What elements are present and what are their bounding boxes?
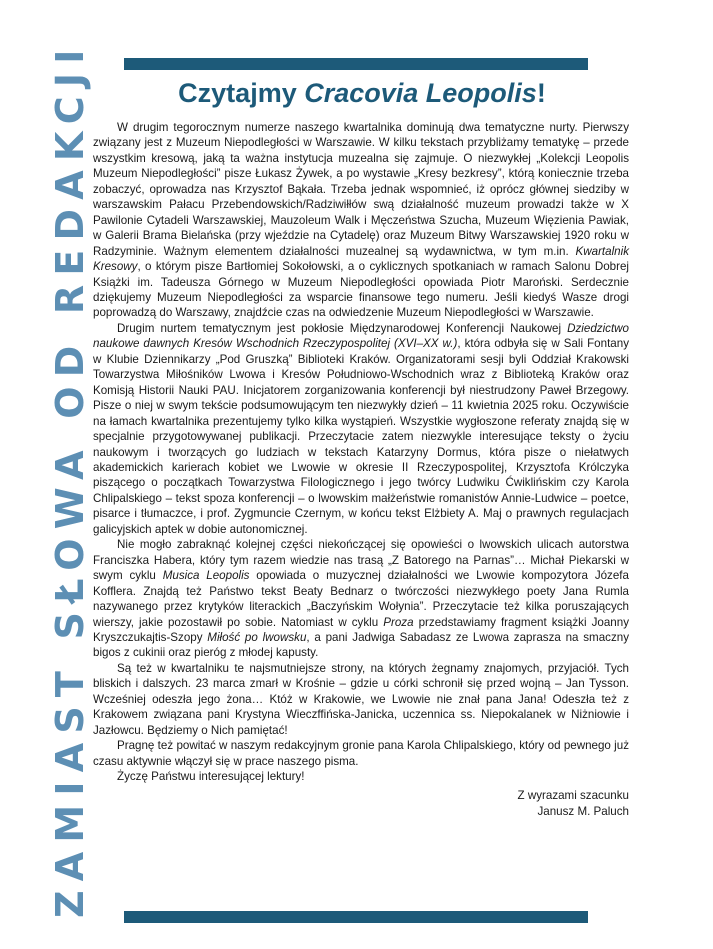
side-heading [0,0,92,949]
text-segment: przedstawiamy fragment książki Joanny Kryszczukajtis-Szopy [93,615,629,644]
paragraphs [93,120,629,784]
italic-text: Miłość po lwowsku [207,630,307,644]
paragraph [93,120,629,321]
text-segment: , o którym pisze Bartłomiej Sokołowski, a o cyklicznych spotkaniach w ramach Salonu Dobrej Książki im. Tadeusza Górnego w Muzeum Niepodległości opowiada Piotr Maroński. Serdecznie dziękujemy Muzeum Niepodległości za wsparcie finansowe tego numeru. Jeśli kiedyś Wasze drogi poprowadzą do Warszawy, znajdźcie czas na odwiedzenie Muzeum Niepodległości w Warszawie. [93,260,629,320]
top-bar [124,58,588,70]
paragraph [93,738,629,769]
italic-text: Dziedzictwo naukowe dawnych Kresów Wschodnich Rzeczypospolitej (XVI–XX w.) [93,321,629,351]
paragraph [93,321,629,537]
signature-author: Janusz M. Paluch [537,804,629,818]
paragraph [93,661,629,738]
text-segment: Są też w kwartalniku te najsmutniejsze strony, na których żegnamy znajomych, przyjaciół. Tych bliskich i dalszych. 23 marca zmarł w Krośnie – gdzie u córki schronił się przed wojną – Jan Tysson. Wcześniej odeszła jego żona… Któż w Krakowie, we Lwowie nie znał pana Jana! Odeszła też z Krakowem związana pani Krystyna Wieczffińska-Janicka, uczennica ss. Niepokalanek w Niżniowie i Jazłowcu. Będziemy o Nich pamiętać! [93,661,629,737]
signature-closing: Z wyrazami szacunku [517,789,629,803]
paragraph [93,769,629,784]
text-segment: Pragnę też powitać w naszym redakcyjnym gronie pana Karola Chlipalskiego, który od pewnego już czasu aktywnie włączył się w prace naszego pisma. [93,739,629,768]
text-segment: Drugim nurtem tematycznym jest pokłosie Międzynarodowej Konferencji Naukowej [117,321,568,335]
italic-text: Proza [383,615,414,629]
text-segment: , która odbyła się w Sali Fontany w Klubie Dziennikarzy „Pod Gruszką” Biblioteki Kraków. Organizatorami sesji byli Oddział Krakowski Towarzystwa Miłośników Lwowa i Kresów Południowo-Wschodnich wraz z Biblioteką Kraków oraz Komisją Historii Nauki PAU. Inicjatorem zorganizowania konferencji był niestrudzony Paweł Brzegowy. Pisze o niej w swym tekście podsumowującym ten niezwykły dzień – 11 kwietnia 2025 roku. Oczywiście na łamach kwartalnika prezentujemy tylko kilka wystąpień. Wszystkie wygłoszone referaty znajdą się w specjalnie przygotowywanej publikacji. Przeczytacie zatem niezwykle interesujące teksty o życiu naukowym i tworzących go ludziach w tekstach Katarzyny Dormus, która pisze o niełatwych akademickich karierach kobiet we Lwowie w okresie II Rzeczypospolitej, Krzysztofa Królczyka piszącego o początkach Towarzystwa Filologicznego i jego twórcy Ludwiku Ćwiklińskim czy Karola Chlipalskiego – tekst spoza konferencji – o lwowskim małżeństwie romanistów Annie-Ludwice – poetce, pisarce i tłumaczce, i prof. Zygmuncie Czernym, w końcu tekst Elżbiety A. Maj o prawnych regulacjach galicyjskich aptek w dobie autonomicznej. [93,337,629,536]
paragraph [93,537,629,661]
title-prefix: Czytajmy [178,78,305,108]
bottom-bar [124,911,588,923]
italic-text: Musica Leopolis [162,569,250,583]
side-heading-text: ZAMIAST SŁOWA OD REDAKCJI [48,40,92,918]
text-segment: W drugim tegorocznym numerze naszego kwartalnika dominują dwa tematyczne nurty. Pierwszy związany jest z Muzeum Niepodległości w Warszawie. W kilku tekstach przybliżamy tematykę – przede wszystkim kresową, jaką ta ważna instytucja muzealna się zajmuje. O niezwykłej „Kolekcji Leopolis Muzeum Niepodległości” pisze Łukasz Żywek, a po wystawie „Kresy bezkresy”, którą koniecznie trzeba zobaczyć, oprowadza nas Krzysztof Bąkała. Trzeba jednak wspomnieć, iż oprócz głównej siedziby w warszawskim Pałacu Przebendowskich/Radziwiłłów swą działalność muzeum prowadzi także w X Pawilonie Cytadeli Warszawskiej, Mauzoleum Walk i Męczeństwa Szucha, Muzeum Więzienia Pawiak, w Galerii Brama Bielańska (przy wjeździe na Cytadelę) oraz Muzeum Bitwy Warszawskiej 1920 roku w Radzyminie. Ważnym elementem działalności muzealnej są wydawnictwa, w tym m.in. [93,121,629,258]
signature [93,788,629,819]
editorial-body [93,120,629,819]
text-segment: , a pani Jadwiga Sabadasz ze Lwowa zaprasza na smaczny bigos z cukinii oraz pieróg z młodej kapusty. [93,630,629,660]
text-segment: opowiada o muzycznej działalności we Lwowie kompozytora Józefa Kofflera. Znajdą też Państwo tekst Beaty Bednarz o twórczości niezwykłego poety Jana Rumla nazywanego przez krytyków literackich „Baczyńskim Wołynia”. Przeczytacie też kilka poruszających wierszy, jakie pozostawił po sobie. Natomiast w cyklu [93,569,629,629]
italic-text: Kwartalnik Kresowy [93,244,629,274]
text-segment: Nie mogło zabraknąć kolejnej części niekończącej się opowieści o lwowskich ulicach autorstwa Franciszka Habera, który tym razem wiedzie nas trasą „Z Batorego na Parnas”… Michał Piekarski w swym cyklu [93,538,629,583]
text-segment: Życzę Państwu interesującej lektury! [117,770,305,784]
title-suffix: ! [536,78,546,108]
page-title [92,78,632,109]
title-italic: Cracovia Leopolis [304,78,537,108]
